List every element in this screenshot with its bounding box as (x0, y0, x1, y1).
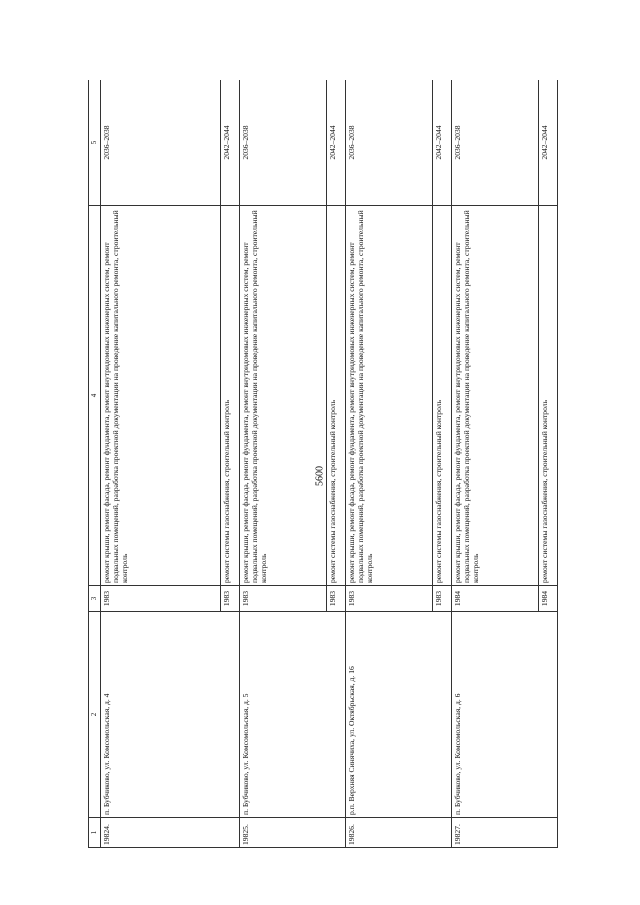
works-cell (452, 206, 539, 586)
work-item: ремонт системы газоснабжения, (540, 478, 549, 583)
repair-schedule-table (88, 80, 558, 848)
table-row (101, 80, 221, 848)
work-item: ремонт системы газоснабжения, (328, 478, 337, 583)
year-cell: 1983 (346, 586, 433, 612)
work-item: строительный контроль (540, 399, 549, 477)
work-item: проведение капитального ремонта, (462, 257, 472, 372)
work-item: ремонт внутридомовых инженерных систем, (453, 267, 462, 413)
period-cell: 2042–2044 (539, 80, 558, 206)
works-cell (433, 206, 452, 586)
row-number: 19826. (346, 818, 452, 848)
address-cell: п. Бубчиково, ул. Комсомольская, д. 6 (452, 612, 558, 818)
year-cell: 1984 (539, 586, 558, 612)
document-table-area (88, 80, 600, 848)
header-cell-4: 4 (89, 206, 101, 586)
works-cell (221, 206, 240, 586)
year-cell: 1983 (240, 586, 327, 612)
work-item: строительный контроль (111, 210, 130, 583)
work-item: ремонт внутридомовых инженерных систем, (102, 267, 111, 413)
work-item: ремонт системы газоснабжения, (222, 478, 231, 583)
works-cell (327, 206, 346, 586)
work-item: ремонт фасада, (241, 482, 250, 532)
header-cell-2: 2 (89, 612, 101, 818)
work-item: ремонт системы газоснабжения, (434, 478, 443, 583)
work-item: строительный контроль (434, 399, 443, 477)
row-number: 19827. (452, 818, 558, 848)
work-item: строительный контроль (328, 399, 337, 477)
period-cell: 2042–2044 (327, 80, 346, 206)
work-item: ремонт фундамента, (453, 414, 462, 481)
year-cell: 1983 (327, 586, 346, 612)
work-item: разработка проектной документации на (250, 372, 260, 502)
address-cell: п. Бубчиково, ул. Комсомольская, д. 5 (240, 612, 346, 818)
work-item: ремонт крыши, (241, 533, 250, 583)
table-header-row (89, 80, 101, 848)
work-item: строительный контроль (356, 210, 375, 583)
header-cell-5: 5 (89, 80, 101, 206)
header-cell-1: 1 (89, 818, 101, 848)
work-item: разработка проектной документации на (462, 372, 472, 502)
year-cell: 1983 (221, 586, 240, 612)
year-cell: 1984 (452, 586, 539, 612)
works-cell (539, 206, 558, 586)
work-item: проведение капитального ремонта, (356, 257, 366, 372)
period-cell: 2042–2044 (221, 80, 240, 206)
period-cell: 2036–2038 (240, 80, 327, 206)
work-item: ремонт фундамента, (347, 414, 356, 481)
work-item: ремонт крыши, (102, 533, 111, 583)
work-item: ремонт фундамента, (102, 414, 111, 481)
work-item: ремонт подвальных помещений, (347, 242, 366, 583)
work-item: ремонт крыши, (453, 533, 462, 583)
address-cell: п. Бубчиково, ул. Комсомольская, д. 4 (101, 612, 240, 818)
work-item: ремонт фундамента, (241, 414, 250, 481)
works-cell (346, 206, 433, 586)
row-number: 19825. (240, 818, 346, 848)
page-number-text: 5600 (314, 466, 326, 486)
table-row (452, 80, 539, 848)
work-item: ремонт фасада, (102, 482, 111, 532)
row-number: 19824. (101, 818, 240, 848)
year-cell: 1983 (101, 586, 221, 612)
work-item: проведение капитального ремонта, (111, 257, 121, 372)
work-item: ремонт внутридомовых инженерных систем, (241, 267, 250, 413)
work-item: строительный контроль (462, 210, 481, 583)
work-item: ремонт фасада, (453, 482, 462, 532)
work-item: строительный контроль (250, 210, 269, 583)
rotated-table-container (88, 80, 600, 848)
period-cell: 2042–2044 (433, 80, 452, 206)
work-item: разработка проектной документации на (111, 372, 121, 502)
address-cell: р.п. Верхняя Синячиха, ул. Октябрьская, д. 16 (346, 612, 452, 818)
table-row (240, 80, 327, 848)
works-cell (240, 206, 327, 586)
work-item: строительный контроль (222, 399, 231, 477)
period-cell: 2036–2038 (452, 80, 539, 206)
table-row (346, 80, 433, 848)
year-cell: 1983 (433, 586, 452, 612)
work-item: ремонт подвальных помещений, (241, 242, 260, 583)
period-cell: 2036–2038 (101, 80, 221, 206)
work-item: ремонт подвальных помещений, (453, 242, 472, 583)
work-item: проведение капитального ремонта, (250, 257, 260, 372)
works-cell (101, 206, 221, 586)
work-item: ремонт внутридомовых инженерных систем, (347, 267, 356, 413)
header-cell-3: 3 (89, 586, 101, 612)
period-cell: 2036–2038 (346, 80, 433, 206)
work-item: ремонт фасада, (347, 482, 356, 532)
work-item: разработка проектной документации на (356, 372, 366, 502)
work-item: ремонт подвальных помещений, (102, 242, 121, 583)
work-item: ремонт крыши, (347, 533, 356, 583)
